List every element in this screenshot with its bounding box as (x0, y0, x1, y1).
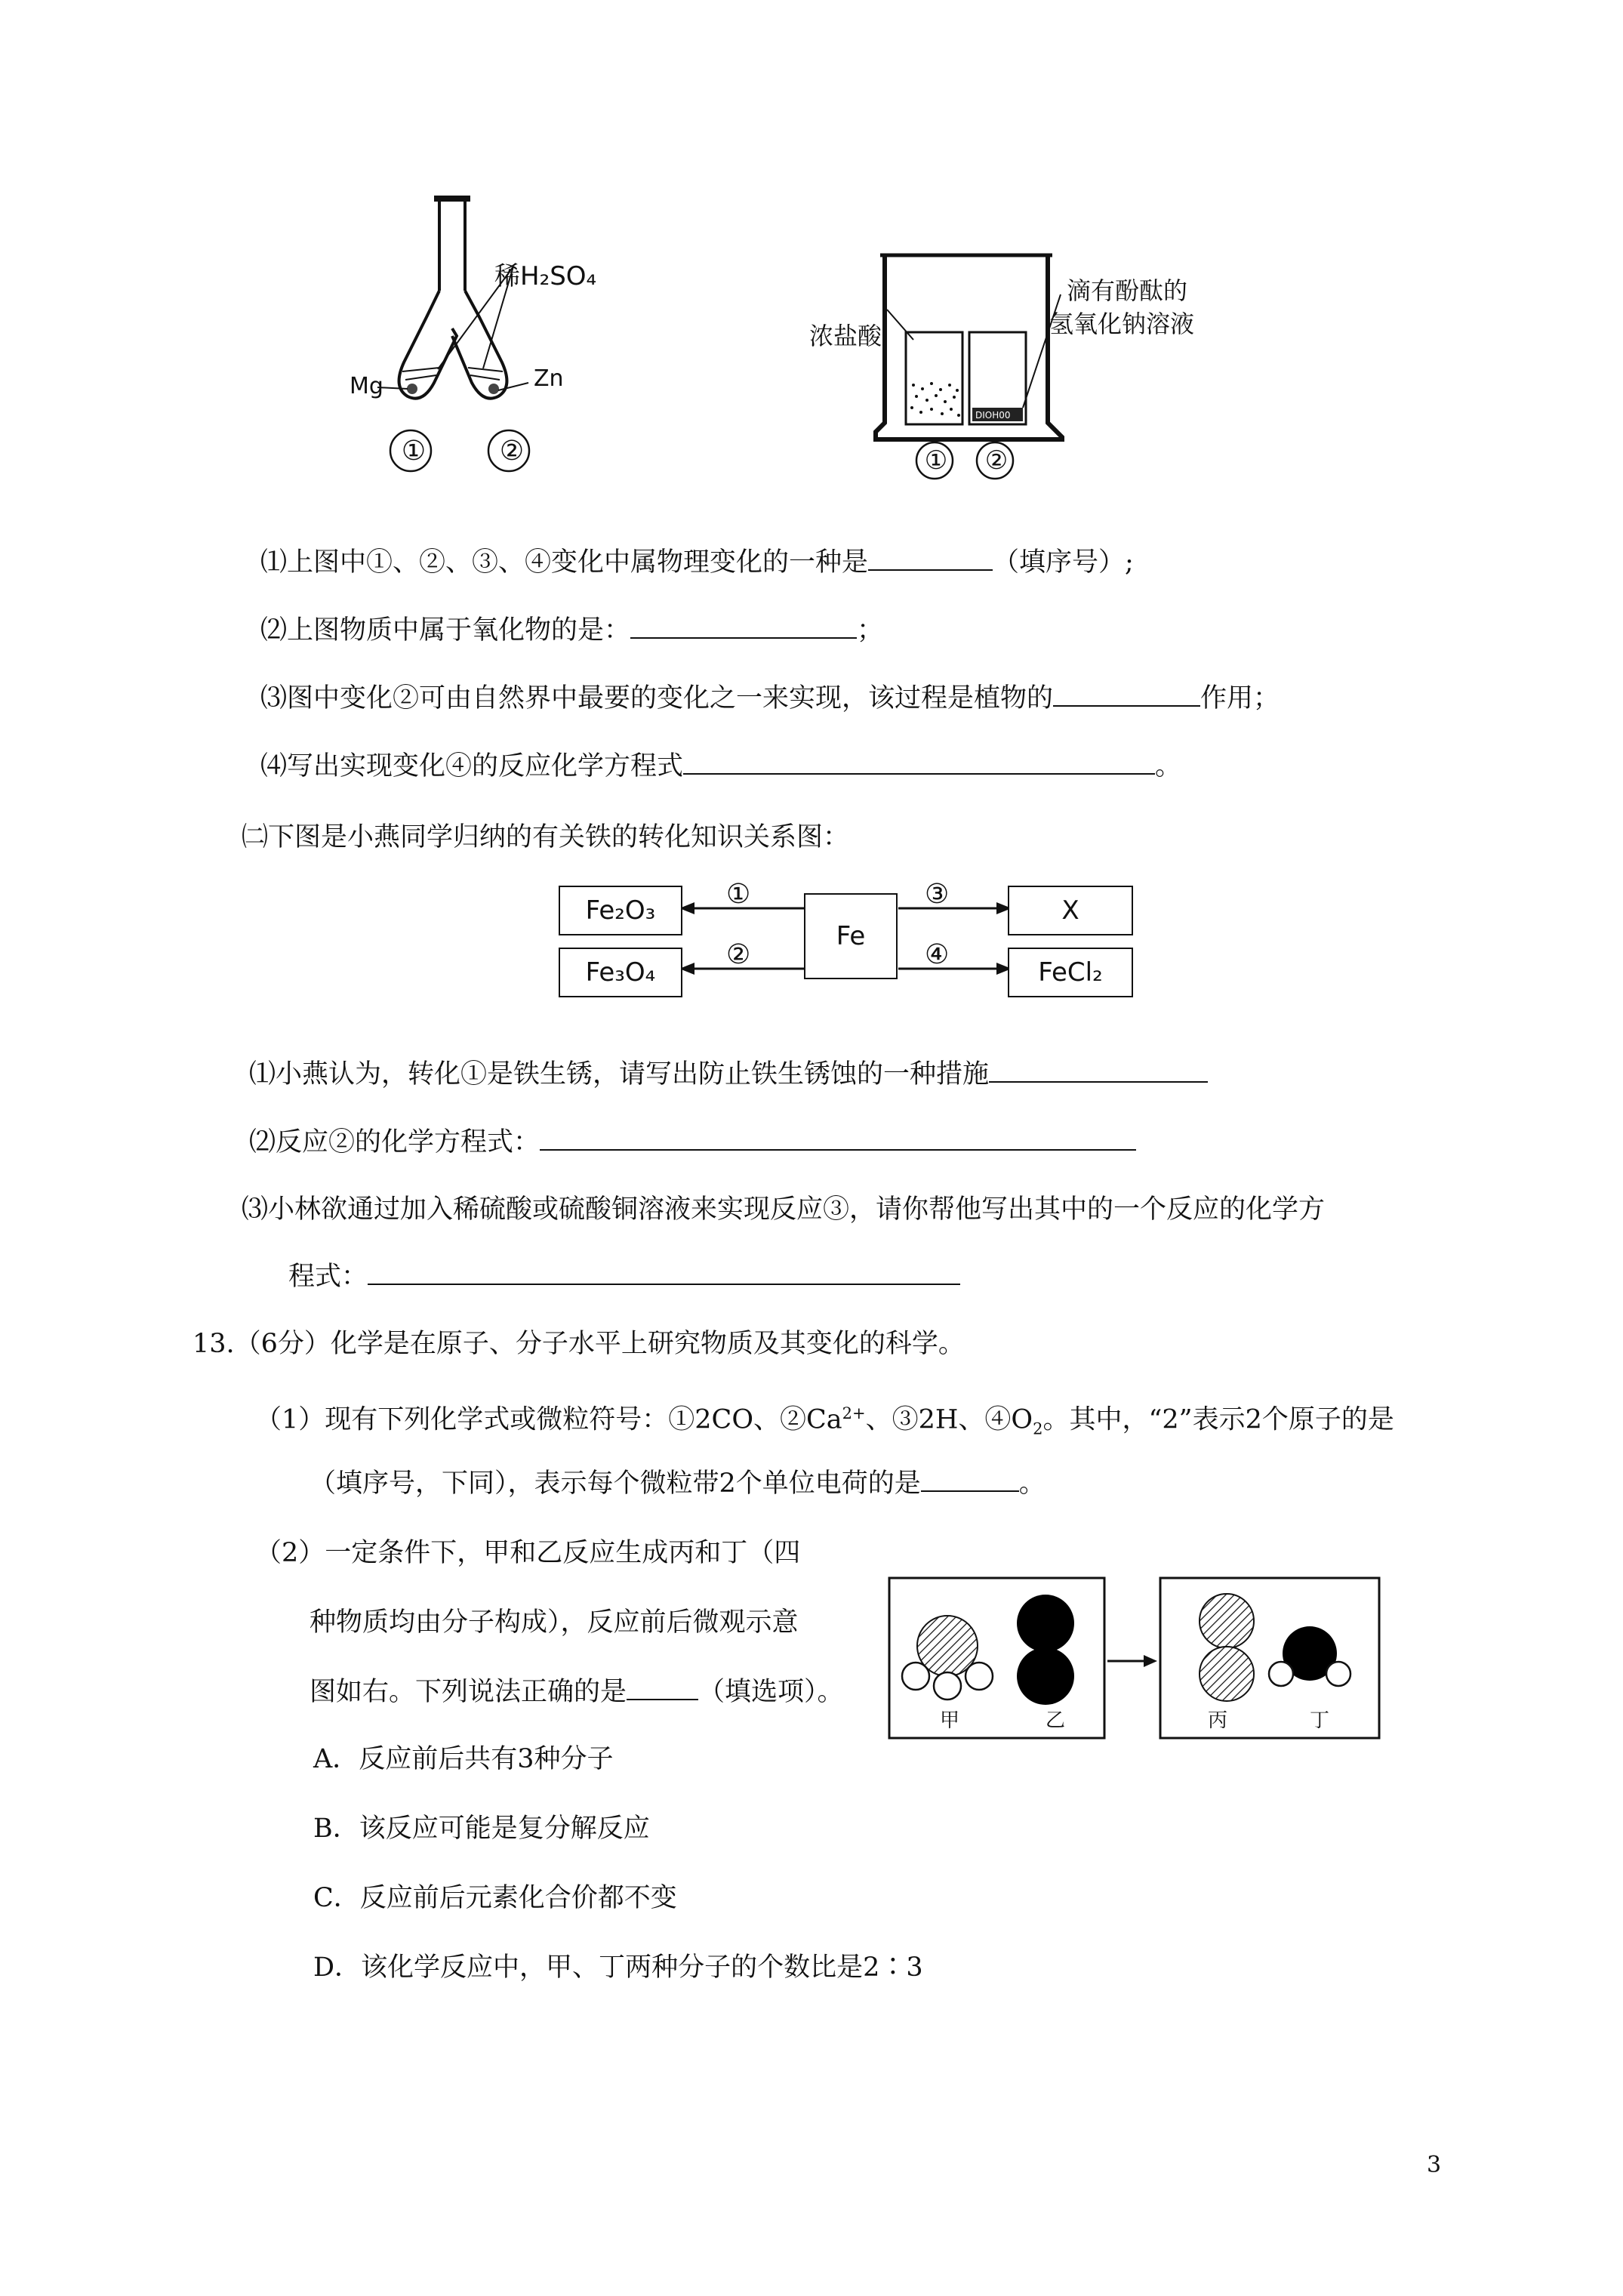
mg-label: Mg (350, 373, 383, 399)
q13-sub2-line2: 种物质均由分子构成），反应前后微观示意 (310, 1607, 799, 1638)
answer-blank[interactable] (1053, 681, 1200, 707)
answer-blank[interactable] (540, 1125, 1136, 1151)
y-tube-figure (332, 185, 619, 479)
answer-blank[interactable] (868, 545, 993, 571)
fig1-num1: ① (401, 436, 427, 467)
fe-box: Fe (804, 893, 898, 979)
fig2-num1: ① (924, 445, 948, 476)
option-c: C．反应前后元素化合价都不变 (313, 1883, 677, 1913)
micro-bing: 丙 (1208, 1709, 1228, 1732)
fig1-num2: ② (499, 436, 525, 467)
diagram-num1: ① (726, 879, 751, 910)
answer-blank[interactable] (921, 1466, 1019, 1492)
naoh-label-2: 氢氧化钠溶液 (1049, 310, 1195, 338)
diagram-num2: ② (726, 939, 751, 970)
q13-title: 13.（6分）化学是在原子、分子水平上研究物质及其变化的科学。 (192, 1329, 965, 1359)
q13-sub1-line2: （填序号，下同），表示每个微粒带2个单位电荷的是 。 (310, 1466, 1046, 1500)
part1-q1: ⑴上图中①、②、③、④变化中属物理变化的一种是 （填序号）; (260, 545, 1134, 579)
answer-blank[interactable] (989, 1057, 1208, 1083)
q13-sub1-line1: （1）现有下列化学式或微粒符号：①2CO、$②Ca^{2+}$、③2H、$④O_2$。其中，“2”表示2个原子的是 (255, 1404, 1394, 1438)
zn-label: Zn (534, 365, 564, 392)
part2-q3-line1: ⑶小林欲通过加入稀硫酸或硫酸铜溶液来实现反应③，请你帮他写出其中的一个反应的化学方 (242, 1194, 1326, 1225)
q13-sub2-line1: （2）一定条件下，甲和乙反应生成丙和丁（四 (255, 1538, 801, 1568)
answer-blank[interactable] (630, 613, 857, 639)
part2-q1: ⑴小燕认为，转化①是铁生锈，请写出防止铁生锈蚀的一种措施 (249, 1057, 1208, 1091)
part1-q2: ⑵上图物质中属于氧化物的是： ； (260, 613, 883, 647)
part2-q3-line2: 程式： (288, 1259, 960, 1293)
micro-ding: 丁 (1310, 1709, 1330, 1732)
option-b: B．该反应可能是复分解反应 (313, 1814, 650, 1844)
part2-q2: ⑵反应②的化学方程式： (249, 1125, 1136, 1159)
fecl2-box: FeCl₂ (1008, 948, 1133, 997)
micro-yi: 乙 (1046, 1709, 1066, 1732)
svg-text:DIOH00: DIOH00 (975, 410, 1011, 421)
naoh-label-1: 滴有酚酞的 (1067, 276, 1188, 305)
fe2o3-box: Fe₂O₃ (559, 886, 682, 935)
page-number: 3 (1427, 2152, 1442, 2178)
part2-intro: ㈡下图是小燕同学归纳的有关铁的转化知识关系图： (242, 822, 850, 852)
diagram-num4: ④ (925, 939, 950, 970)
bell-jar-figure (868, 234, 1064, 483)
part1-q4: ⑷写出实现变化④的反应化学方程式 。 (260, 749, 1181, 783)
answer-blank[interactable] (683, 749, 1155, 775)
q13-sub2-line3: 图如右。下列说法正确的是 （填选项）。 (310, 1675, 844, 1709)
answer-blank[interactable] (368, 1259, 960, 1285)
hcl-label: 浓盐酸 (809, 322, 882, 350)
option-d: D．该化学反应中，甲、丁两种分子的个数比是2∶3 (313, 1952, 923, 1983)
part1-q3: ⑶图中变化②可由自然界中最要的变化之一来实现，该过程是植物的 作用； (260, 681, 1280, 715)
fe3o4-box: Fe₃O₄ (559, 948, 682, 997)
option-a: A．反应前后共有3种分子 (313, 1744, 614, 1774)
micro-jia: 甲 (940, 1709, 960, 1732)
fig2-num2: ② (984, 445, 1009, 476)
diagram-num3: ③ (925, 879, 950, 910)
acid-label: 稀H₂SO₄ (494, 261, 597, 291)
x-box: X (1008, 886, 1133, 935)
answer-blank[interactable] (627, 1675, 698, 1700)
